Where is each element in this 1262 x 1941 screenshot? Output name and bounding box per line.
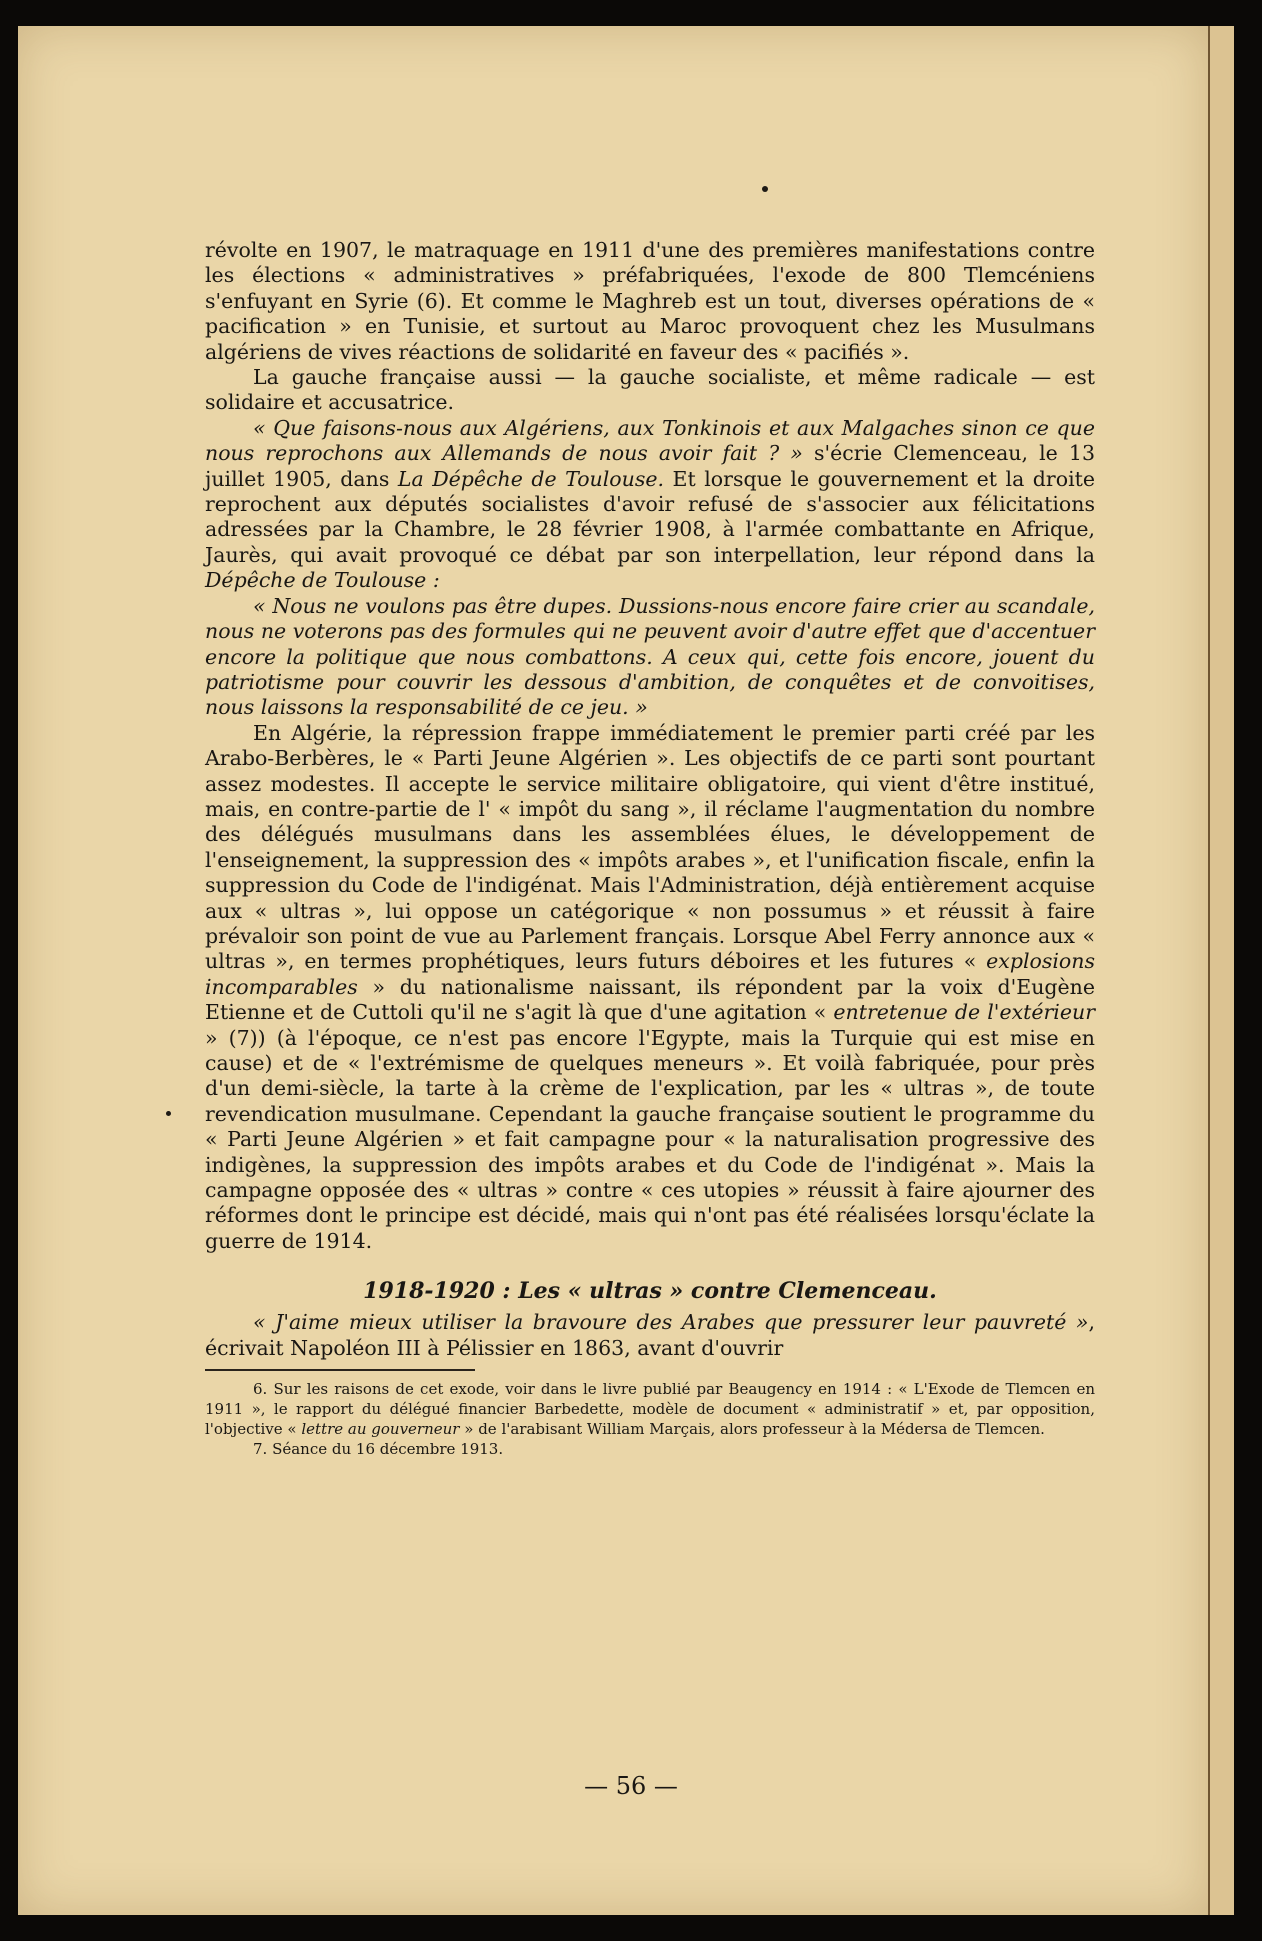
paragraph-text: » du nationalisme naissant, ils répondent par la voix d'Eugène Etienne et de Cuttoli qu'il ne s'agit là que d'une agitation « <box>205 974 1095 1025</box>
quote-jaures: « Nous ne voulons pas être dupes. Dussions-nous encore faire crier au scandale, nous ne voterons pas des formules qui ne peuvent avoir d'autre effet que d'accentuer encore la politique que nous combattons. A ceux qui, cette fois encore, jouent du patriotisme pour couvrir les dessous d'ambition, de conquêtes et de convoitises, nous laissons la responsabilité de ce jeu. » <box>205 593 1095 720</box>
footnote-text: 6. Sur les raisons de cet exode, voir dans le livre publié par Beaugency en 1914 : « L'Exode de Tlemcen en 1911 », le rapport du délégué financier Barbedette, modèle de document « administratif » et, par opposition, l'objective « <box>205 1380 1095 1439</box>
paragraph-text: s'écrie Clemenceau, le 13 juillet 1905, dans <box>205 441 1095 491</box>
paragraph <box>205 721 1095 1255</box>
section-heading <box>205 1276 1095 1306</box>
paragraph: révolte en 1907, le matraquage en 1911 d'une des premières manifestations contre les élections « administratives » préfabriquées, l'exode de 800 Tlemcéniens s'enfuyant en Syrie (6). Et comme le Maghreb est un tout, diverses opérations de « pacification » en Tunisie, et surtout au Maroc provoquent chez les Musulmans algériens de vives réactions de solidarité en faveur des « pacifiés ». <box>205 238 1095 364</box>
quote-clemenceau: « Que faisons-nous aux Algériens, aux Tonkinois et aux Malgaches sinon ce que nous reprochons aux Allemands de nous avoir fait ? » <box>205 415 1095 466</box>
footnote-7: 7. Séance du 16 décembre 1913. <box>253 1440 504 1459</box>
paragraph-text: Et lorsque le gouvernement et la droite reprochent aux députés socialistes d'avoir refusé de s'associer aux félicitations adressées par la Chambre, le 28 février 1908, à l'armée combattante en Afrique, Jaurès, qui avait provoqué ce débat par son interpellation, leur répond dans la <box>205 466 1096 567</box>
paragraph: La gauche française aussi — la gauche socialiste, et même radicale — est solidaire et accusatrice. <box>205 365 1095 415</box>
footnote-6 <box>205 1379 1095 1439</box>
paragraph-text: » (7)) (à l'époque, ce n'est pas encore l'Egypte, mais la Turquie qui est mise en cause) et de « l'extrémisme de quelques meneurs ». Et voilà fabriquée, pour près d'un demi-siècle, la tarte à la crème de l'explication, par les « ultras », de toute revendication musulmane. Cependant la gauche française soutient le programme du « Parti Jeune Algérien » et fait campagne pour « la naturalisation progressive des indigènes, la suppression des impôts arabes et du Code de l'indigénat ». Mais la campagne opposée des « ultras » contre « ces utopies » réussit à faire ajourner des réformes dont le principe est décidé, mais qui n'ont pas été réalisées lorsqu'éclate la guerre de 1914. <box>205 1025 1095 1253</box>
publication-title: La Dépêche de Toulouse. <box>397 466 665 491</box>
italic-phrase: explosions incomparables <box>205 949 1095 999</box>
publication-title: Dépêche de Toulouse : <box>205 568 440 593</box>
paragraph <box>205 1310 1095 1361</box>
italic-phrase: entretenue de l'extérieur <box>833 1000 1095 1025</box>
footnote-text: » de l'arabisant William Marçais, alors professeur à la Médersa de Tlemcen. <box>459 1420 1045 1439</box>
paragraph-text: , écrivait Napoléon III à Pélissier en 1863, avant d'ouvrir <box>205 1310 1095 1360</box>
footnote-rule <box>205 1369 475 1371</box>
heading-date: 1918-1920 : <box>363 1278 519 1305</box>
quote-napoleon: « J'aime mieux utiliser la bravoure des Arabes que pressurer leur pauvreté » <box>253 1310 1089 1335</box>
paragraph <box>205 416 1095 594</box>
footnote-italic: lettre au gouverneur <box>301 1420 460 1439</box>
next-page-edge <box>1208 26 1234 1915</box>
paragraph-text: En Algérie, la répression frappe immédiatement le premier parti créé par les Arabo-Berbères, le « Parti Jeune Algérien ». Les objectifs de ce parti sont pourtant assez modestes. Il accepte le service militaire obligatoire, qui vient d'être institué, mais, en contre-partie de l' « impôt du sang », il réclame l'augmentation du nombre des délégués musulmans dans les assemblées élues, le développement de l'enseignement, la suppression des « impôts arabes », et l'unification fiscale, enfin la suppression du Code de l'indigénat. Mais l'Administration, déjà entièrement acquise aux « ultras », lui oppose un catégorique « non possumus » et réussit à faire prévaloir son point de vue au Parlement français. Lorsque Abel Ferry annonce aux « ultras », en termes prophétiques, leurs futurs déboires et les futures « <box>205 720 1095 974</box>
page-text-block <box>205 238 1095 1459</box>
ink-speck <box>166 1111 171 1116</box>
footnotes <box>205 1379 1095 1459</box>
heading-title: Les « ultras » contre Clemenceau. <box>518 1278 937 1305</box>
page-number: — 56 — <box>584 1772 678 1800</box>
ink-speck <box>762 186 768 192</box>
